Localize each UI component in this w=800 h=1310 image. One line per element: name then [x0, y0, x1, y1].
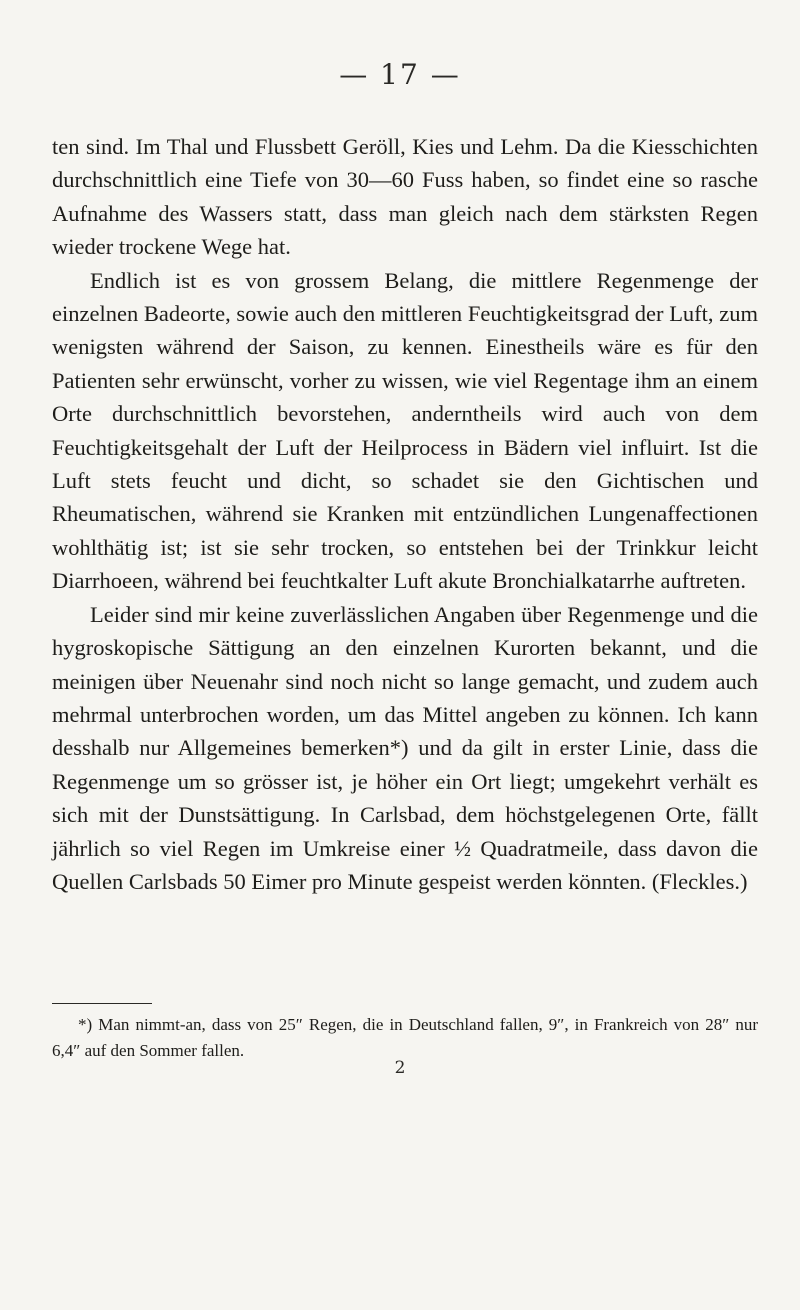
- footnote-divider: [52, 1003, 152, 1004]
- paragraph-2: Endlich ist es von grossem Belang, die mittlere Regenmenge der einzelnen Badeorte, sowie auch den mittleren Feuchtigkeitsgrad der Luft, zum wenigsten während der Saison, zu kennen. Einestheils wäre es für den Patienten sehr erwünscht, vorher zu wissen, wie viel Regentage ihm an einem Orte durchschnittlich bevorstehen, anderntheils wird auch von dem Feuchtigkeitsgehalt der Luft der Heilprocess in Bädern viel influirt. Ist die Luft stets feucht und dicht, so schadet sie den Gichtischen und Rheumatischen, während sie Kranken mit entzündlichen Lungenaffectionen wohlthätig ist; ist sie sehr trocken, so entstehen bei der Trinkkur leicht Diarrhoeen, während bei feuchtkalter Luft akute Bronchialkatarrhe auftreten.: [52, 267, 758, 594]
- footnote: *) Man nimmt-an, dass von 25″ Regen, die in Deutschland fallen, 9″, in Frankreich von 28″ nur 6,4″ auf den Sommer fallen.: [52, 1015, 758, 1060]
- page-number: — 17 —: [339, 58, 461, 91]
- paragraph-1: ten sind. Im Thal und Flussbett Geröll, Kies und Lehm. Da die Kiesschichten durchschnittlich eine Tiefe von 30—60 Fuss haben, so findet eine so rasche Aufnahme des Wassers statt, dass man gleich nach dem stärksten Regen wieder trockene Wege hat.: [52, 134, 758, 260]
- body-text: [52, 130, 758, 898]
- signature-mark: 2: [394, 1058, 406, 1078]
- paragraph-3: Leider sind mir keine zuverlässlichen Angaben über Regenmenge und die hygroskopische Sättigung an den einzelnen Kurorten bekannt, und die meinigen über Neuenahr sind noch nicht so lange gemacht, und zudem auch mehrmal unterbrochen worden, um das Mittel angeben zu können. Ich kann desshalb nur Allgemeines bemerken*) und da gilt in erster Linie, dass die Regenmenge um so grösser ist, je höher ein Ort liegt; umgekehrt verhält es sich mit der Dunstsättigung. In Carlsbad, dem höchstgelegenen Orte, fällt jährlich so viel Regen im Umkreise einer ½ Quadratmeile, dass davon die Quellen Carlsbads 50 Eimer pro Minute gespeist werden könnten. (Fleckles.): [52, 601, 758, 894]
